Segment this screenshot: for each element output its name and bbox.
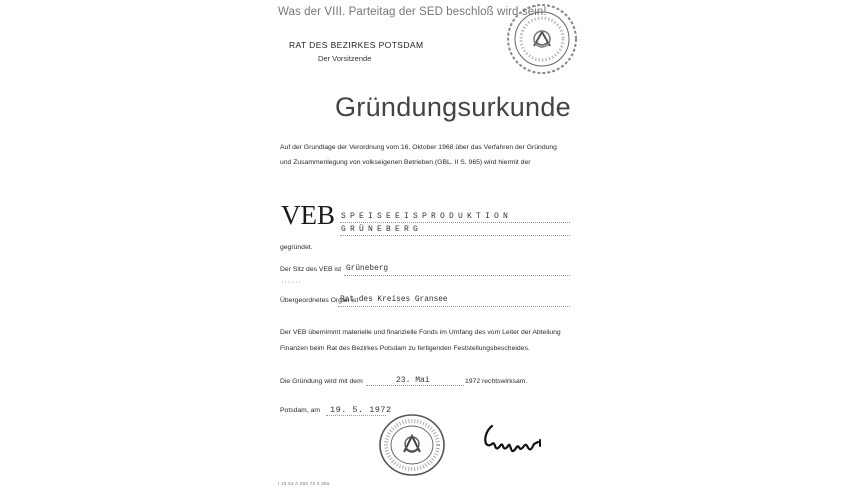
founding-dotted-line <box>366 385 464 386</box>
issuer-subtitle: Der Vorsitzende <box>318 54 372 63</box>
intro-line-1: Auf der Grundlage der Verordnung vom 16. Oktober 1968 über das Verfahren der Gründung <box>280 144 557 151</box>
place-label: Potsdam, am <box>280 407 321 414</box>
state-seal-top <box>506 2 578 81</box>
enterprise-name-line-1: SPEISEEISPRODUKTION <box>341 212 513 221</box>
enterprise-name-line-2: GRÜNEBERG <box>341 225 423 234</box>
parent-organ-label: Übergeordnetes Organ ist <box>280 297 359 304</box>
founding-year-suffix: 1972 rechtswirksam. <box>465 378 528 385</box>
founding-label: Die Gründung wird mit dem <box>280 378 363 385</box>
small-mark: ' ' ' ' ' ' ' <box>282 282 301 288</box>
seat-label: Der Sitz des VEB ist <box>280 266 342 273</box>
name-dotted-line-2 <box>340 235 570 236</box>
parent-organ-dotted-line <box>338 306 570 307</box>
document-title: Gründungsurkunde <box>335 92 571 122</box>
seat-value: Grüneberg <box>346 265 389 273</box>
official-seal <box>377 412 447 483</box>
parent-organ-value: Rat des Kreises Gransee <box>340 296 448 304</box>
seat-dotted-line <box>344 275 570 276</box>
founded-label: gegründet. <box>280 244 313 251</box>
founding-date: 23. Mai <box>396 376 430 385</box>
funds-line-2: Finanzen beim Rat des Bezirkes Potsdam zu fertigenden Feststellungsbescheides. <box>280 345 530 352</box>
signature <box>478 420 550 465</box>
print-code: I 15 52 A 260 72 3 366 <box>278 481 330 486</box>
issuer-name: RAT DES BEZIRKES POTSDAM <box>289 40 424 50</box>
funds-line-1: Der VEB übernimmt materielle und finanzielle Fonds im Umfang des vom Leiter der Abteilung <box>280 329 561 336</box>
place-date-value: 19. 5. 1972 <box>330 405 392 415</box>
slogan: Was der VIII. Parteitag der SED beschloß wird sein! <box>278 6 547 18</box>
intro-line-2: und Zusammenlegung von volkseigenen Betrieben (GBL. II S. 965) wird hiermit der <box>280 159 531 166</box>
name-dotted-line-1 <box>340 222 570 223</box>
veb-prefix: VEB <box>281 200 335 230</box>
